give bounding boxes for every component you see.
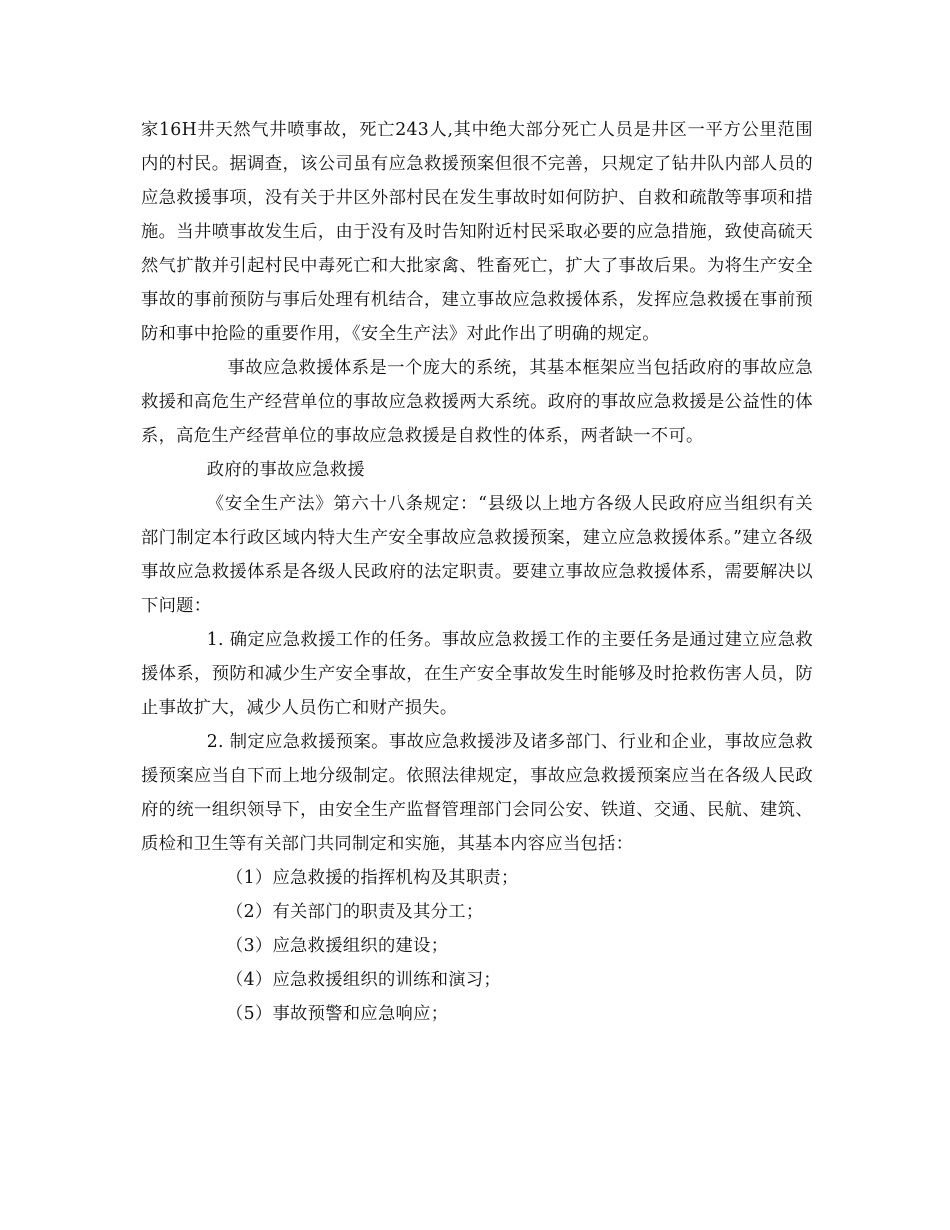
sub-list-item-3: （3）应急救援组织的建设； xyxy=(226,936,449,956)
list-paragraph-2: 2. 制定应急救援预案。事故应急救援涉及诸多部门、行业和企业，事故应急救援预案应当自下而上地分级制定。依照法律规定，事故应急救援预案应当在各级人民政府的统一组织领导下，由安全生产监督管理部门会同公安、铁道、交通、民航、建筑、质检和卫生等有关部门共同制定和实施，其基本内容应当包括： xyxy=(141,732,813,854)
body-paragraph-2: 事故应急救援体系是一个庞大的系统，其基本框架应当包括政府的事故应急救援和高危生产经营单位的事故应急救援两大系统。政府的事故应急救援是公益性的体系，高危生产经营单位的事故应急救援是自救性的体系，两者缺一不可。 xyxy=(141,358,813,446)
list-paragraph-1: 1. 确定应急救援工作的任务。事故应急救援工作的主要任务是通过建立应急救援体系，预防和减少生产安全事故，在生产安全事故发生时能够及时抢救伤害人员，防止事故扩大，减少人员伤亡和财产损失。 xyxy=(141,630,813,718)
sub-list-item-5: （5）事故预警和应急响应； xyxy=(226,1004,449,1024)
sub-list-item-2: （2）有关部门的职责及其分工； xyxy=(226,902,484,922)
body-paragraph-1: 家16H井天然气井喷事故，死亡243人,其中绝大部分死亡人员是井区一平方公里范围内的村民。据调查，该公司虽有应急救援预案但很不完善，只规定了钻井队内部人员的应急救援事项，没有关于井区外部村民在发生事故时如何防护、自救和疏散等事项和措施。当井喷事故发生后，由于没有及时告知附近村民采取必要的应急措施，致使高硫天然气扩散并引起村民中毒死亡和大批家禽、牲畜死亡，扩大了事故后果。为将生产安全事故的事前预防与事后处理有机结合，建立事故应急救援体系，发挥应急救援在事前预防和事中抢险的重要作用，《安全生产法》对此作出了明确的规定。 xyxy=(141,120,813,344)
document-page xyxy=(141,113,813,1031)
sub-list-item-4: （4）应急救援组织的训练和演习； xyxy=(226,970,502,990)
body-paragraph-3: 《安全生产法》第六十八条规定：“县级以上地方各级人民政府应当组织有关部门制定本行政区域内特大生产安全事故应急救援预案，建立应急救援体系。”建立各级事故应急救援体系是各级人民政府的法定职责。要建立事故应急救援体系，需要解决以下问题： xyxy=(141,494,813,616)
section-heading: 政府的事故应急救援 xyxy=(206,460,365,480)
sub-list-item-1: （1）应急救援的指挥机构及其职责； xyxy=(226,868,519,888)
